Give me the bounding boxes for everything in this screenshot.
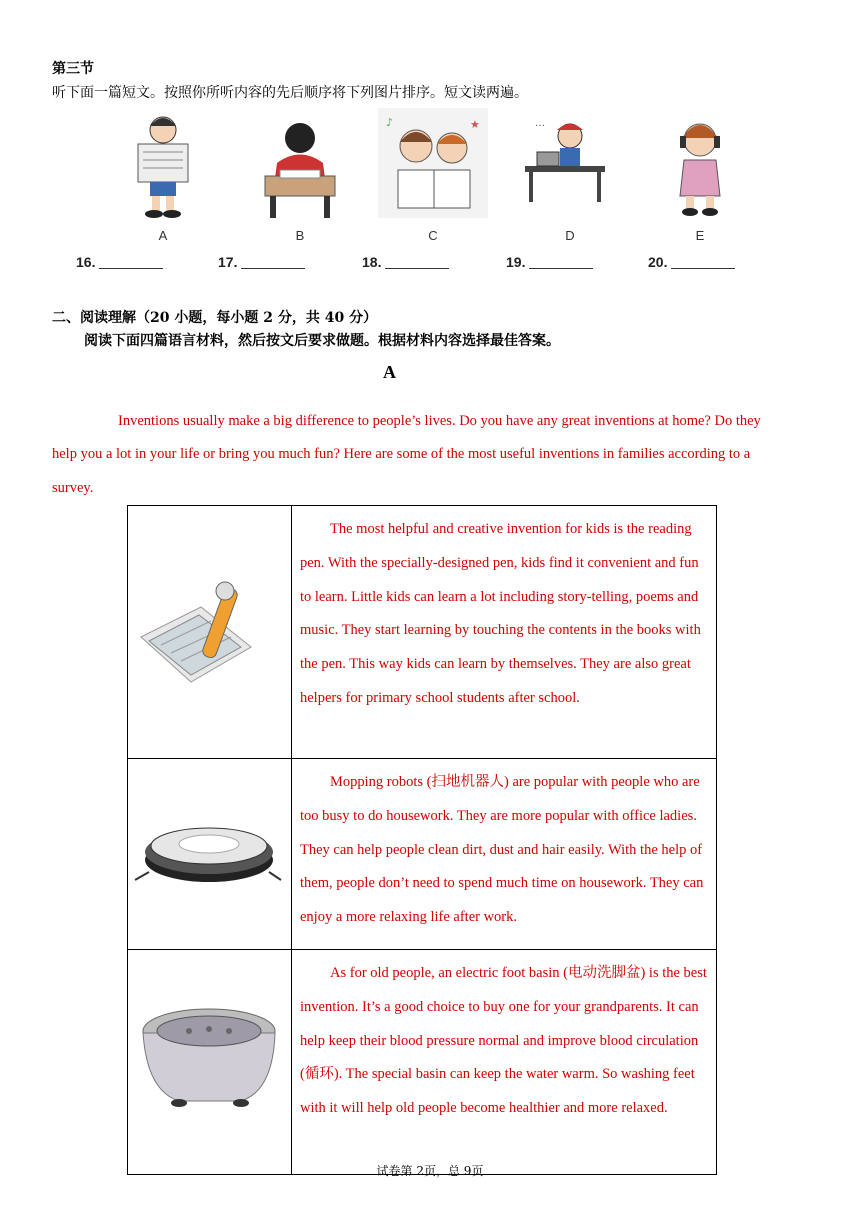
table-text-cell	[292, 759, 717, 950]
invention-description: As for old people, an electric foot basin (电动洗脚盆) is the best invention. It’s a good choice to buy one for your grandparents. It can help keep their blood pressure normal and improve blood circulation (循环). The special basin can keep the water warm. So washing feet with it will help old people become healthier and more relaxed.	[300, 965, 707, 1117]
children-reading-book-icon	[378, 108, 488, 223]
table-image-cell	[128, 506, 292, 759]
answer-blank-16[interactable]: 16.	[76, 254, 163, 270]
picture-letter: A	[158, 228, 168, 243]
picture-letter: D	[565, 228, 575, 243]
part-heading: 二、阅读理解（20 小题，每小题 2 分，共 40 分）	[52, 310, 378, 326]
svg-text:…: …	[535, 118, 545, 129]
invention-description: The most helpful and creative invention for kids is the reading pen. With the specially-designed pen, kids find it convenient and fun to learn. Little kids can learn a lot including story-telling, poems and music. They start learning by touching the contents in the books with the pen. This way kids can learn by themselves. They are also great helpers for primary school students after school.	[300, 521, 701, 706]
table-image-cell	[128, 950, 292, 1175]
svg-text:♪: ♪	[386, 116, 394, 129]
section-heading: 第三节	[52, 61, 94, 77]
table-row	[128, 506, 717, 759]
table-text-cell	[292, 950, 717, 1175]
table-row	[128, 759, 717, 950]
section-instruction: 听下面一篇短文。按照你所听内容的先后顺序将下列图片排序。短文读两遍。	[52, 85, 528, 101]
picture-row	[60, 108, 800, 278]
picture-letter: C	[428, 228, 438, 243]
page-footer: 试卷第 2页，总 9页	[376, 1164, 484, 1178]
intro-line-1: Inventions usually make a big difference to people’s lives. Do you have any great inventions at home? Do they	[118, 413, 761, 429]
intro-line-3: survey.	[52, 480, 94, 496]
answer-blank-17[interactable]: 17.	[218, 254, 305, 270]
part-instruction: 阅读下面四篇语言材料，然后按文后要求做题。根据材料内容选择最佳答案。	[84, 333, 560, 349]
reading-pen-icon	[129, 507, 290, 753]
foot-basin-icon	[129, 951, 290, 1169]
inventions-table	[127, 505, 717, 1175]
answer-blank-20[interactable]: 20.	[648, 254, 735, 270]
intro-line-2: help you a lot in your life or bring you much fun? Here are some of the most useful inventions in families according to a	[52, 446, 751, 462]
passage-label: A	[383, 362, 396, 382]
boy-using-computer-icon	[515, 108, 625, 223]
girl-with-headphones-icon	[650, 108, 760, 223]
answer-blank-18[interactable]: 18.	[362, 254, 449, 270]
boy-reading-newspaper-icon	[108, 108, 218, 223]
mopping-robot-icon	[129, 760, 290, 944]
table-row	[128, 950, 717, 1175]
answer-blank-19[interactable]: 19.	[506, 254, 593, 270]
svg-text:★: ★	[470, 118, 480, 131]
table-text-cell	[292, 506, 717, 759]
table-image-cell	[128, 759, 292, 950]
picture-letter: B	[295, 228, 305, 243]
picture-letter: E	[695, 228, 705, 243]
invention-description: Mopping robots (扫地机器人) are popular with people who are too busy to do housework. They are more popular with office ladies. They can help people clean dirt, dust and hair easily. With the help of them, people don’t need to spend much time on housework. They can enjoy a more relaxing life after work.	[300, 774, 704, 926]
student-writing-at-desk-icon	[245, 108, 355, 223]
